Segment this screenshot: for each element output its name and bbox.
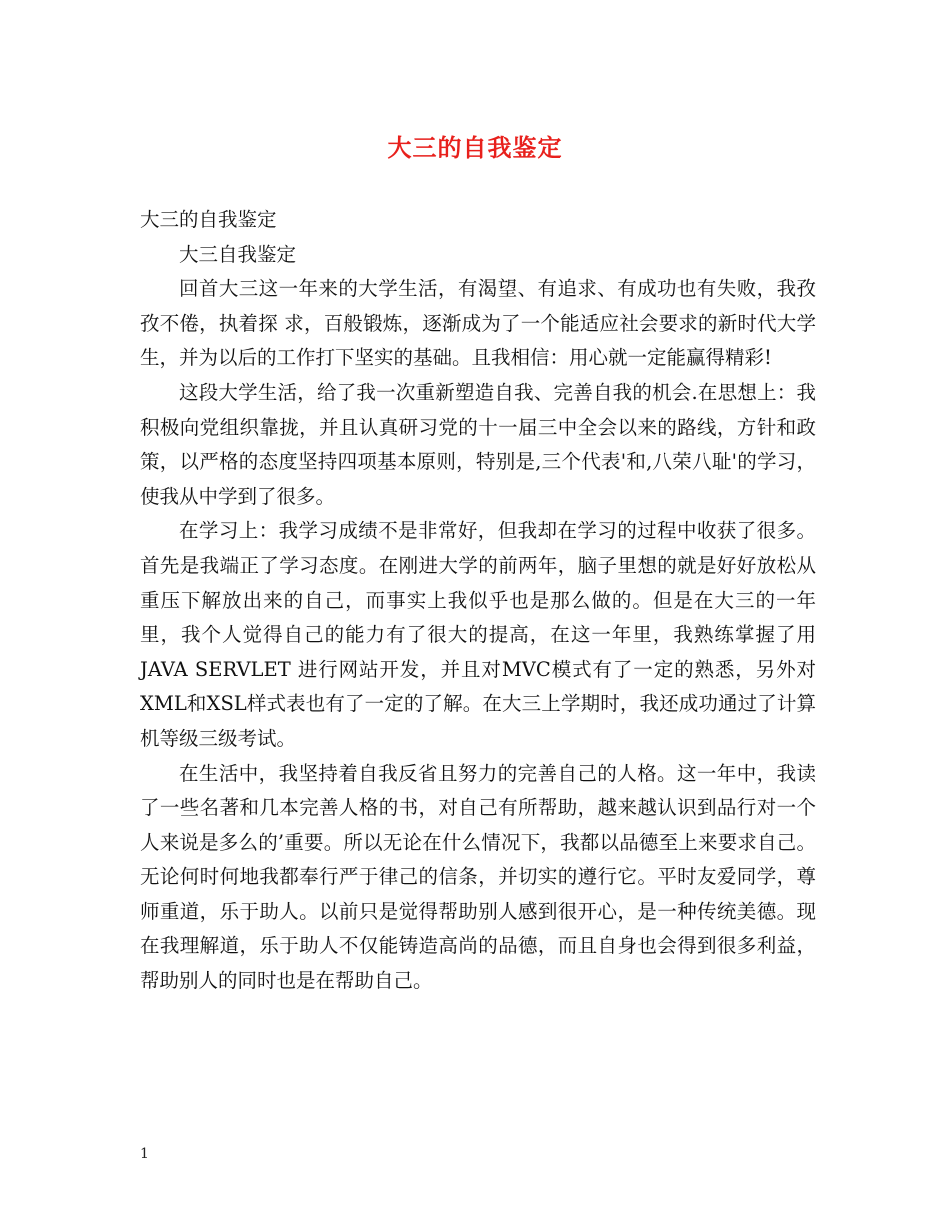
- body-paragraph: 在学习上：我学习成绩不是非常好，但我却在学习的过程中收获了很多。首先是我端正了学习态度。在刚进大学的前两年，脑子里想的就是好好放松从重压下解放出来的自己，而事实上我似乎也是那么做的。但是在大三的一年里，我个人觉得自己的能力有了很大的提高，在这一年里，我熟练掌握了用JAVA SERVLET 进行网站开发，并且对MVC模式有了一定的熟悉，另外对XML和XSL样式表也有了一定的了解。在大三上学期时，我还成功通过了计算机等级三级考试。: [140, 519, 816, 750]
- document-body: [140, 203, 816, 999]
- body-paragraph-subheading: 大三自我鉴定: [179, 242, 297, 266]
- body-paragraph: 在生活中，我坚持着自我反省且努力的完善自己的人格。这一年中，我读了一些名著和几本完善人格的书，对自己有所帮助，越来越认识到品行对一个人来说是多么的’重要。所以无论在什么情况下，我都以品德至上来要求自己。无论何时何地我都奉行严于律己的信条，并切实的遵行它。平时友爱同学，尊师重道，乐于助人。以前只是觉得帮助别人感到很开心，是一种传统美德。现在我理解道，乐于助人不仅能铸造高尚的品德，而且自身也会得到很多利益，帮助别人的同时也是在帮助自己。: [140, 761, 816, 993]
- body-paragraph: 回首大三这一年来的大学生活，有渴望、有追求、有成功也有失败，我孜孜不倦，执着探 求，百般锻炼，逐渐成为了一个能适应社会要求的新时代大学生，并为以后的工作打下坚实的基础。且我相信：用心就一定能赢得精彩!: [140, 277, 816, 370]
- page-number: 1: [140, 1146, 149, 1162]
- body-paragraph-heading: 大三的自我鉴定: [140, 208, 277, 231]
- document-title: 大三的自我鉴定: [387, 134, 563, 162]
- body-paragraph: 这段大学生活，给了我一次重新塑造自我、完善自我的机会.在思想上：我积极向党组织靠拢，并且认真研习党的十一届三中全会以来的路线，方针和政策，以严格的态度坚持四项基本原则，特别是,三个代表'和,八荣八耻'的学习，使我从中学到了很多。: [140, 380, 816, 508]
